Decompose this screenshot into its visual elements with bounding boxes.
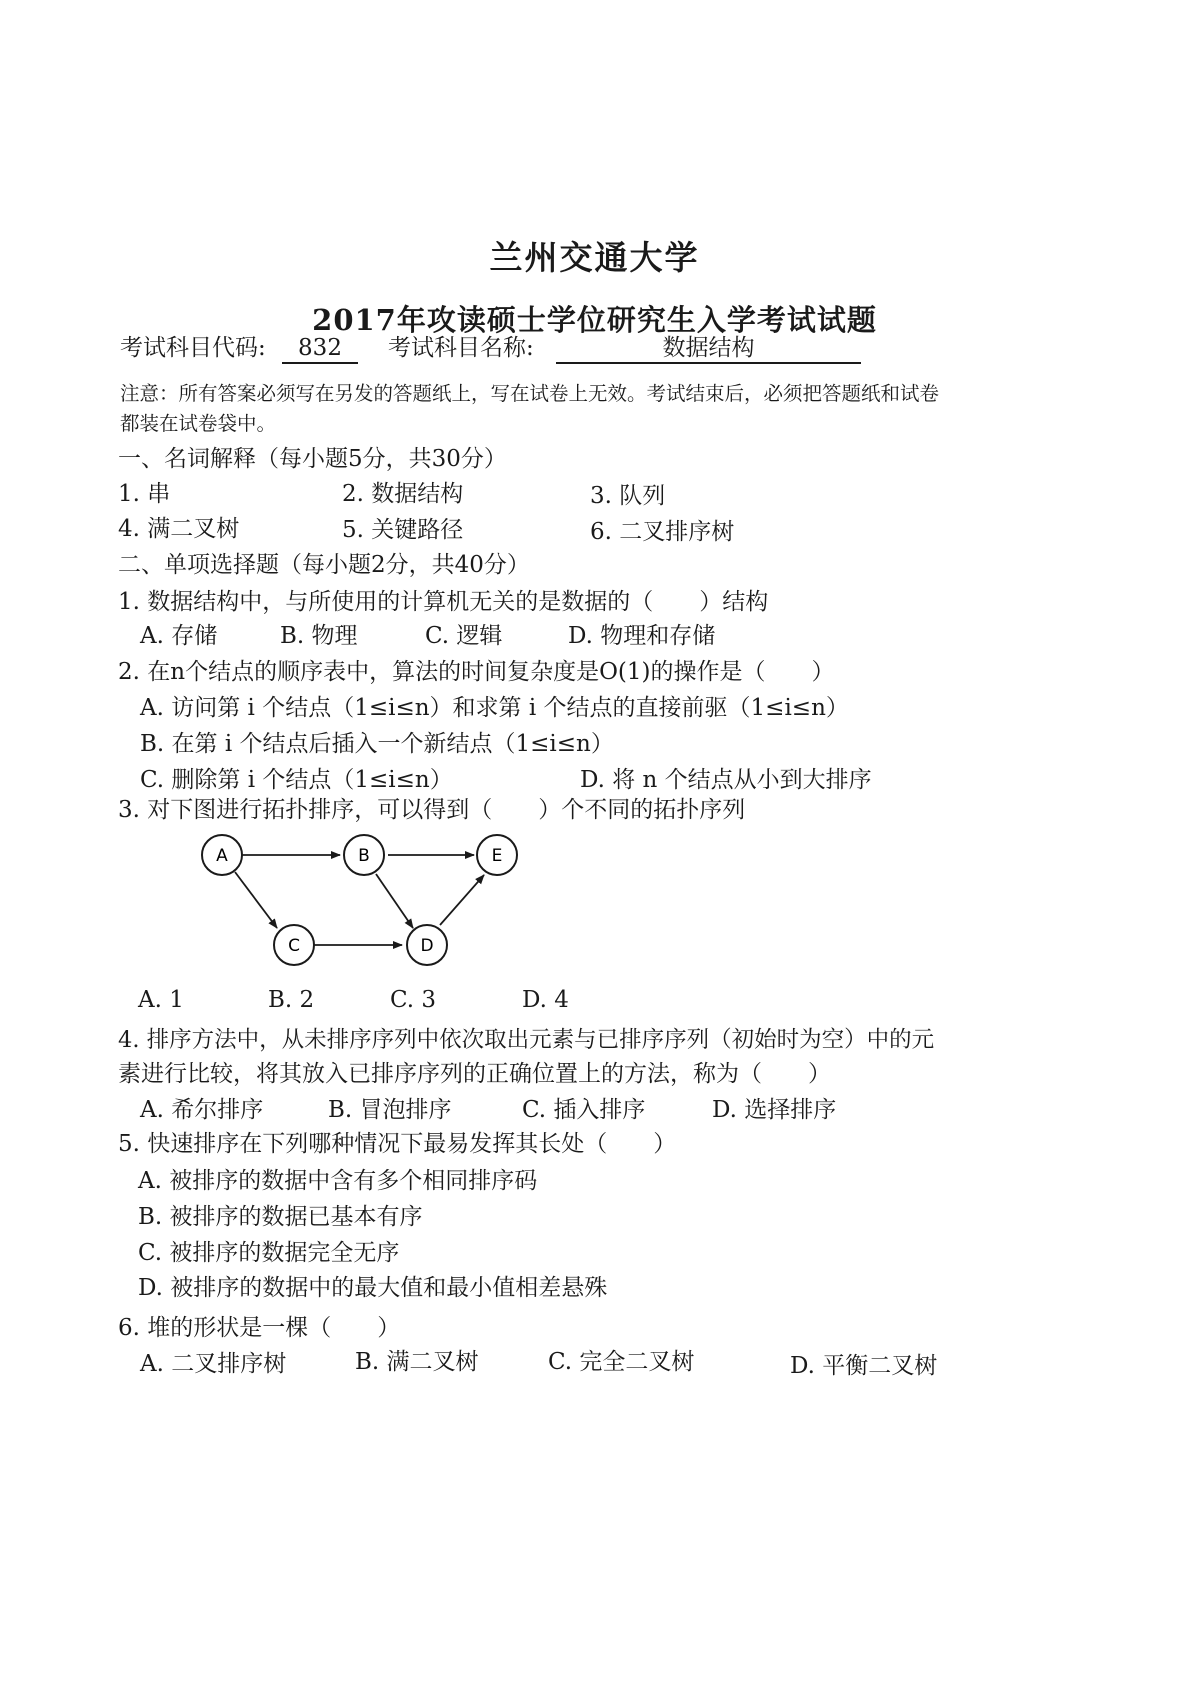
term-item: 1. 串 <box>118 481 171 507</box>
edge-b-d <box>376 874 413 928</box>
question-4-stem-line-2: 素进行比较，将其放入已排序序列的正确位置上的方法，称为（ ） <box>118 1061 831 1087</box>
svg-text:E: E <box>491 846 503 866</box>
graph-node <box>274 925 314 965</box>
question-6-option: D. 平衡二叉树 <box>790 1353 938 1379</box>
subject-name-label: 考试科目名称: <box>388 335 534 361</box>
term-item: 3. 队列 <box>590 483 666 509</box>
question-6-option: C. 完全二叉树 <box>548 1349 695 1375</box>
question-5-option-c: C. 被排序的数据完全无序 <box>138 1240 400 1266</box>
term-item: 4. 满二叉树 <box>118 516 240 542</box>
question-3-option: C. 3 <box>390 987 437 1013</box>
subject-code-value: 832 <box>282 334 358 364</box>
question-2-option-a: A. 访问第 i 个结点（1≤i≤n）和求第 i 个结点的直接前驱（1≤i≤n） <box>140 695 849 721</box>
question-5-stem: 5. 快速排序在下列哪种情况下最易发挥其长处（ ） <box>118 1131 677 1157</box>
section-2-title: 二、单项选择题（每小题2分，共40分） <box>118 552 530 578</box>
question-1-option: C. 逻辑 <box>425 623 503 649</box>
question-1-option: B. 物理 <box>280 623 358 649</box>
graph-node <box>477 835 517 875</box>
term-item: 2. 数据结构 <box>342 481 464 507</box>
notice-line-1: 注意：所有答案必须写在另发的答题纸上，写在试卷上无效。考试结束后，必须把答题纸和试卷 <box>120 382 940 405</box>
question-6-stem: 6. 堆的形状是一棵（ ） <box>118 1315 401 1341</box>
question-3-stem: 3. 对下图进行拓扑排序，可以得到（ ）个不同的拓扑序列 <box>118 797 746 823</box>
question-1-stem: 1. 数据结构中，与所使用的计算机无关的是数据的（ ）结构 <box>118 589 769 615</box>
question-5-option-a: A. 被排序的数据中含有多个相同排序码 <box>138 1168 538 1194</box>
term-item: 6. 二叉排序树 <box>590 519 735 545</box>
question-2-option-b: B. 在第 i 个结点后插入一个新结点（1≤i≤n） <box>140 731 614 757</box>
section-1-title: 一、名词解释（每小题5分，共30分） <box>118 446 507 472</box>
notice-line-2: 都装在试卷袋中。 <box>120 412 277 435</box>
question-2-option-c: C. 删除第 i 个结点（1≤i≤n） <box>140 767 453 793</box>
question-2-stem: 2. 在n个结点的顺序表中，算法的时间复杂度是O(1)的操作是（ ） <box>118 659 835 685</box>
question-4-option: A. 希尔排序 <box>140 1097 264 1123</box>
question-3-option: D. 4 <box>522 987 569 1013</box>
svg-text:B: B <box>358 846 370 866</box>
svg-text:D: D <box>420 936 434 956</box>
question-4-option: D. 选择排序 <box>712 1097 837 1123</box>
question-1-option: D. 物理和存储 <box>568 623 716 649</box>
question-2-option-d: D. 将 n 个结点从小到大排序 <box>580 767 872 793</box>
svg-text:A: A <box>216 846 228 866</box>
question-4-option: C. 插入排序 <box>522 1097 646 1123</box>
topological-graph <box>180 820 540 980</box>
edge-d-e <box>440 875 484 925</box>
exam-title: 2017年攻读硕士学位研究生入学考试试题 <box>312 303 877 337</box>
graph-node <box>344 835 384 875</box>
university-title: 兰州交通大学 <box>489 238 700 277</box>
question-1-option: A. 存储 <box>140 623 218 649</box>
term-item: 5. 关键路径 <box>342 517 464 543</box>
question-4-stem-line-1: 4. 排序方法中，从未排序序列中依次取出元素与已排序序列（初始时为空）中的元 <box>118 1027 935 1053</box>
question-6-option: B. 满二叉树 <box>355 1349 479 1375</box>
question-4-option: B. 冒泡排序 <box>328 1097 452 1123</box>
graph-node <box>202 835 242 875</box>
question-5-option-d: D. 被排序的数据中的最大值和最小值相差悬殊 <box>138 1275 608 1301</box>
svg-text:C: C <box>288 936 300 956</box>
subject-code-label: 考试科目代码: <box>120 335 266 361</box>
subject-name-value: 数据结构 <box>556 334 861 364</box>
question-6-option: A. 二叉排序树 <box>140 1351 287 1377</box>
question-3-option: A. 1 <box>138 987 184 1013</box>
edge-a-c <box>235 872 277 928</box>
question-3-option: B. 2 <box>268 987 315 1013</box>
graph-node <box>407 925 447 965</box>
question-5-option-b: B. 被排序的数据已基本有序 <box>138 1204 423 1230</box>
